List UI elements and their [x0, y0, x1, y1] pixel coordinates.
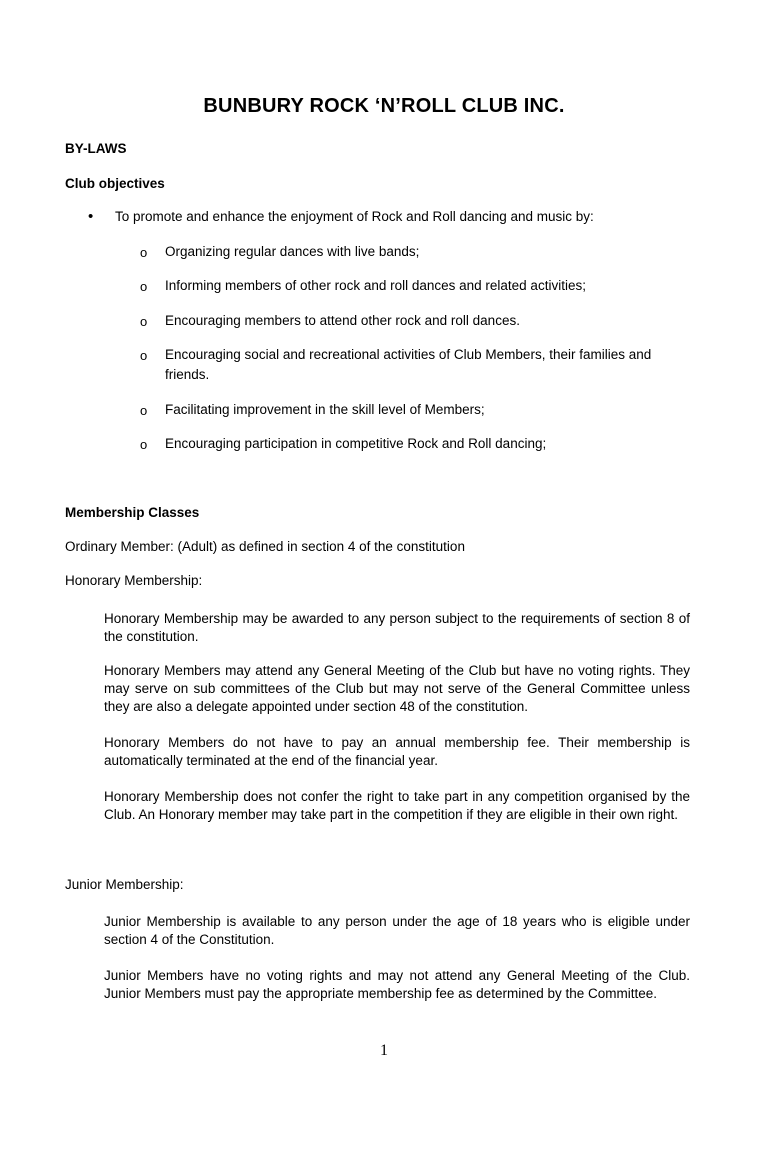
objective-sub-item: Encouraging members to attend other rock and roll dances. — [165, 313, 520, 328]
objectives-main-bullet: To promote and enhance the enjoyment of Rock and Roll dancing and music by: — [115, 209, 594, 224]
document-title: BUNBURY ROCK ‘N’ROLL CLUB INC. — [203, 95, 565, 117]
sub-item-marker: o — [140, 403, 148, 418]
objective-sub-item: Organizing regular dances with live bands; — [165, 244, 420, 259]
honorary-membership-heading: Honorary Membership: — [65, 573, 203, 588]
club-objectives-heading: Club objectives — [65, 176, 165, 191]
sub-item-marker: o — [140, 245, 148, 260]
ordinary-member-text: Ordinary Member: (Adult) as defined in section 4 of the constitution — [65, 539, 465, 554]
membership-classes-heading: Membership Classes — [65, 505, 200, 520]
junior-membership-heading: Junior Membership: — [65, 877, 184, 892]
sub-item-marker: o — [140, 437, 148, 452]
honorary-paragraph: Honorary Membership does not confer the right to take part in any competition organised by the Club. An Honorary member may take part in the competition if they are eligible in their own right. — [104, 789, 690, 822]
page-number: 1 — [380, 1042, 388, 1059]
sub-item-marker: o — [140, 348, 148, 363]
junior-paragraph: Junior Membership is available to any person under the age of 18 years who is eligible under section 4 of the Constitution. — [104, 914, 690, 947]
objective-sub-item: Informing members of other rock and roll dances and related activities; — [165, 278, 586, 293]
sub-item-marker: o — [140, 279, 148, 294]
objective-sub-item: Encouraging social and recreational activities of Club Members, their families and friends. — [165, 347, 652, 382]
honorary-paragraph: Honorary Members may attend any General Meeting of the Club but have no voting rights. They may serve on sub committees of the Club but may not serve of the General Committee unless they are also a delegate appointed under section 48 of the constitution. — [104, 663, 690, 714]
junior-paragraph: Junior Members have no voting rights and may not attend any General Meeting of the Club. Junior Members must pay the appropriate membership fee as determined by the Committee. — [104, 968, 690, 1001]
objective-sub-item: Encouraging participation in competitive Rock and Roll dancing; — [165, 436, 547, 451]
bylaws-heading: BY-LAWS — [65, 141, 127, 156]
honorary-paragraph: Honorary Members do not have to pay an annual membership fee. Their membership is automatically terminated at the end of the financial year. — [104, 735, 690, 768]
bullet-marker: • — [88, 208, 94, 225]
honorary-paragraph: Honorary Membership may be awarded to any person subject to the requirements of section 8 of the constitution. — [104, 611, 690, 644]
objective-sub-item: Facilitating improvement in the skill level of Members; — [165, 402, 485, 417]
sub-item-marker: o — [140, 314, 148, 329]
